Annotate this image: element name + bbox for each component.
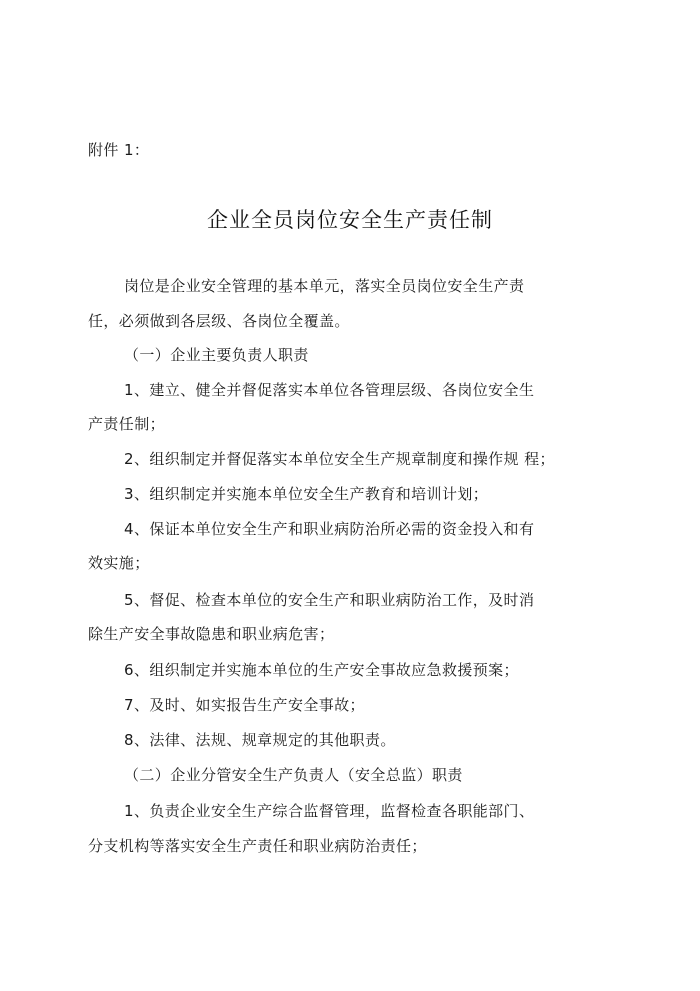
section-1-item-6: 6、组织制定并实施本单位的生产安全事故应急救援预案； xyxy=(124,661,519,679)
intro-line-2: 任，必须做到各层级、各岗位全覆盖。 xyxy=(88,312,350,330)
section-1-item-2: 2、组织制定并督促落实本单位安全生产规章制度和操作规 程； xyxy=(124,450,555,468)
section-2-item-1-line-1: 1、负责企业安全生产综合监督管理，监督检查各职能部门、 xyxy=(124,802,535,820)
document-title: 企业全员岗位安全生产责任制 xyxy=(207,208,493,232)
intro-line-1: 岗位是企业安全管理的基本单元，落实全员岗位安全生产责 xyxy=(124,277,525,295)
section-1-item-3: 3、组织制定并实施本单位安全生产教育和培训计划； xyxy=(124,485,489,503)
section-2-heading: （二）企业分管安全生产负责人（安全总监）职责 xyxy=(124,766,463,784)
section-1-item-1-line-1: 1、建立、健全并督促落实本单位各管理层级、各岗位安全生 xyxy=(124,381,535,399)
section-1-heading: （一）企业主要负责人职责 xyxy=(124,346,309,364)
section-1-item-1-line-2: 产责任制； xyxy=(88,415,166,433)
section-1-item-5-line-1: 5、督促、检查本单位的安全生产和职业病防治工作，及时消 xyxy=(124,591,535,609)
section-1-item-4-line-2: 效实施； xyxy=(88,554,150,572)
section-1-item-8: 8、法律、法规、规章规定的其他职责。 xyxy=(124,731,396,749)
section-1-item-5-line-2: 除生产安全事故隐患和职业病危害； xyxy=(88,625,335,643)
annex-label: 附件 1： xyxy=(88,141,150,159)
section-1-item-4-line-1: 4、保证本单位安全生产和职业病防治所必需的资金投入和有 xyxy=(124,520,535,538)
section-1-item-7: 7、及时、如实报告生产安全事故； xyxy=(124,696,365,714)
section-2-item-1-line-2: 分支机构等落实安全生产责任和职业病防治责任； xyxy=(88,837,427,855)
